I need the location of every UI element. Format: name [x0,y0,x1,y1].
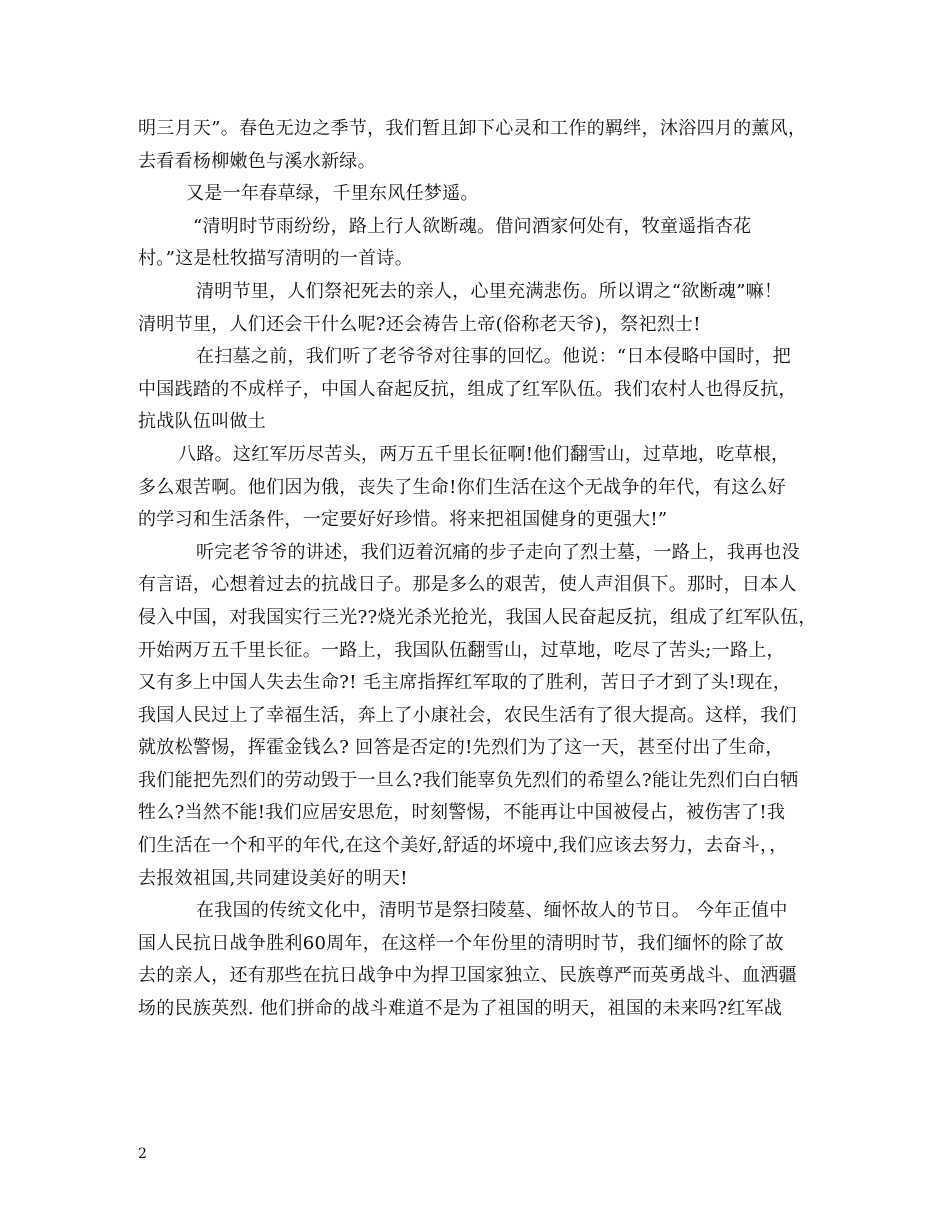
text-line: 又是一年春草绿，千里东风任梦遥。 [186,183,479,205]
page-number: 2 [138,1146,147,1162]
text-line: 牲么?当然不能!我们应居安思危，时刻警惕，不能再让中国被侵占，被伤害了!我 [138,802,786,824]
text-line: 又有多上中国人失去生命?! 毛主席指挥红军取的了胜利，苦日子才到了头!现在， [138,672,792,694]
text-line: 听完老爷爷的讲述，我们迈着沉痛的步子走向了烈士墓，一路上，我再也没 [196,541,800,563]
text-line: 在我国的传统文化中，清明节是祭扫陵墓、缅怀故人的节日。 今年正值中 [196,900,788,922]
document-body [138,113,820,1026]
text-line: 清明节里，人们还会干什么呢?还会祷告上帝(俗称老天爷)，祭祀烈士! [138,313,701,335]
text-line: 清明节里，人们祭祀死去的亲人，心里充满悲伤。所以谓之“欲断魂”嘛！ [196,280,783,302]
text-line: 多么艰苦啊。他们因为俄，丧失了生命!你们生活在这个无战争的年代，有这么好 [138,476,787,498]
text-line: 开始两万五千里长征。一路上，我国队伍翻雪山，过草地，吃尽了苦头;一路上， [138,639,785,661]
text-line: 明三月天”。春色无边之季节，我们暂且卸下心灵和工作的羁绊，沐浴四月的薰风， [138,118,807,139]
text-line: 在扫墓之前，我们听了老爷爷对往事的回忆。他说：“日本侵略中国时，把 [196,346,792,368]
text-line: 去的亲人，还有那些在抗日战争中为捍卫国家独立、民族尊严而英勇战斗、血洒疆 [138,965,797,987]
text-line: 我国人民过上了幸福生活，奔上了小康社会，农民生活有了很大提高。这样，我们 [138,704,797,726]
text-line: “清明时节雨纷纷，路上行人欲断魂。借问酒家何处有，牧童遥指杏花 [193,215,752,237]
text-line: 我们能把先烈们的劳动毁于一旦么?我们能辜负先烈们的希望么?能让先烈们白白牺 [138,769,799,791]
text-line: 抗战队伍叫做土 [138,411,267,433]
text-line: 有言语，心想着过去的抗战日子。那是多么的艰苦，使人声泪俱下。那时，日本人 [138,574,797,596]
text-line: 村。”这是杜牧描写清明的一首诗。 [138,248,414,270]
text-line: 场的民族英烈. 他们拼命的战斗难道不是为了祖国的明天，祖国的未来吗?红军战 [138,998,783,1020]
text-line: 八路。这红军历尽苦头，两万五千里长征啊!他们翻雪山，过草地，吃草根， [178,443,790,465]
text-line: 们生活在一个和平的年代,在这个美好,舒适的坏境中,我们应该去努力，去奋斗，， [138,835,788,857]
text-line: 侵入中国，对我国实行三光??烧光杀光抢光，我国人民奋起反抗，组成了红军队伍， [138,606,817,628]
text-line: 去报效祖国,共同建设美好的明天! [138,867,408,889]
text-line: 国人民抗日战争胜利60周年，在这样一个年份里的清明时节，我们缅怀的除了故 [138,932,784,954]
text-line: 去看看杨柳嫩色与溪水新绿。 [138,150,376,172]
text-line: 中国践踏的不成样子，中国人奋起反抗，组成了红军队伍。我们农村人也得反抗， [138,378,797,400]
text-line: 的学习和生活条件，一定要好好珍惜。将来把祖国健身的更强大!” [138,509,668,531]
text-line: 就放松警惕，挥霍金钱么? 回答是否定的!先烈们为了这一天，甚至付出了生命， [138,737,784,759]
